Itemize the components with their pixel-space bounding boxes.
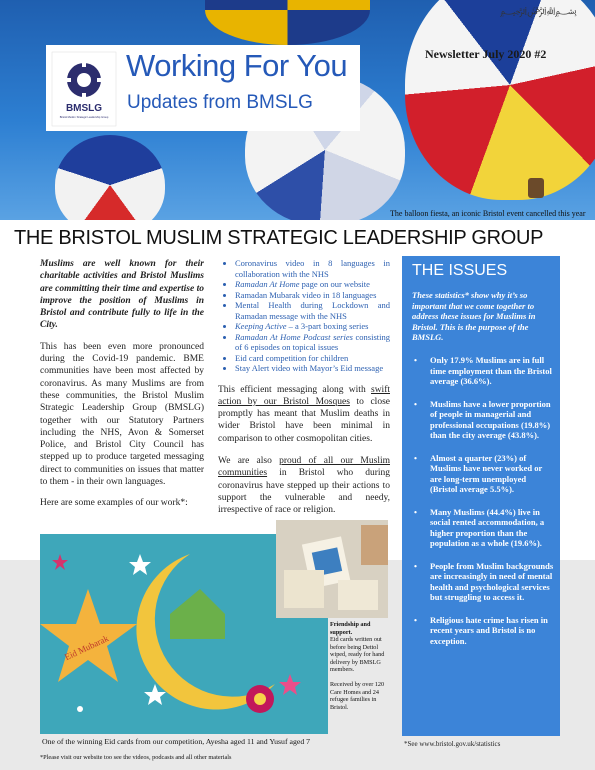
body-paragraph: Here are some examples of our work*:: [40, 498, 188, 509]
work-examples-list: [218, 258, 390, 374]
footnote: *Please visit our website too see the videos, podcasts and all other materials: [40, 754, 232, 761]
list-item: • Mental Health during Lockdown and Ramadan message with the NHS: [235, 300, 390, 321]
newsletter-subtitle: Updates from BMSLG: [127, 92, 313, 113]
list-item: • Coronavirus video in 8 languages in collaboration with the NHS: [235, 258, 390, 279]
intro-paragraph: Muslims are well known for their charitable activities and Bristol Muslims are committing their time and expertise to improve the position of Muslims in Bristol and contribute fully to life in the City.: [40, 259, 204, 331]
issue-item: • Only 17.9% Muslims are in full time employment than the Bristol average (36.6%).: [412, 355, 554, 387]
caption-title: Friendship and support.: [330, 621, 371, 636]
page-heading: THE BRISTOL MUSLIM STRATEGIC LEADERSHIP GROUP: [14, 227, 544, 249]
issue-item: • People from Muslim backgrounds are increasingly in need of mental health and psychological services but struggling to access it.: [412, 561, 554, 603]
eid-mubarak-text: Eid Mubarak: [63, 633, 111, 663]
list-item: • Eid card competition for children: [235, 353, 390, 364]
logo-subtext: Bristol Muslim Strategic Leadership Group: [59, 116, 109, 119]
balloon-image: [405, 0, 595, 200]
issue-item: • Almost a quarter (23%) of Muslims have never worked or are long-term unemployed (Bristol average 5.5%).: [412, 453, 554, 495]
body-paragraph: We are also proud of all our Muslim communities in Bristol who during coronavirus have stepped up their actions to support the vulnerable and needy, irrespective of race or religion.: [218, 455, 390, 516]
balloon-image: [55, 135, 165, 220]
bismillah-calligraphy: ﷽: [500, 6, 577, 17]
underlined-text: proud of all our Muslim communities: [218, 455, 390, 479]
column-left: [40, 258, 204, 519]
list-item: • Ramadan Mubarak video in 18 languages: [235, 290, 390, 301]
issues-intro: These statistics* show why it’s so important that we come together to address these issues for Muslims in Bristol. This is the purpose of the BMSLG.: [412, 290, 536, 342]
newsletter-title: Working For You: [126, 48, 348, 83]
caption-body: Eid cards written out before being Dettol wiped, ready for hand delivery by BMSLG members.: [330, 636, 385, 673]
column-middle: [218, 258, 390, 526]
statistics-source: *See www.bristol.gov.uk/statistics: [404, 740, 501, 748]
photo-bottom-caption: One of the winning Eid cards from our competition, Ayesha aged 11 and Yusuf aged 7: [42, 737, 311, 746]
eid-cards-photo: [276, 520, 388, 618]
issues-title: THE ISSUES: [412, 262, 508, 279]
issue-item: • Muslims have a lower proportion of people in managerial and professional occupations (19.8%) than the city average (43.8%).: [412, 399, 554, 441]
balloon-basket: [528, 178, 544, 198]
logo-text: BMSLG: [65, 103, 103, 114]
issue-label: Newsletter July 2020 #2: [425, 47, 547, 61]
body-paragraph: This efficient messaging along with swift action by our Bristol Mosques to close promptly has meant that Muslim deaths in wider Bristol have been minimal in comparison to other cosmopolitan cities.: [218, 384, 390, 444]
issue-item: • Many Muslims (44.4%) live in social rented accommodation, a higher proportion than the population as a whole (19.6%).: [412, 507, 554, 549]
bmslg-logo: [48, 50, 120, 128]
caption-extra: Received by over 120 Care Homes and 24 refugee families in Bristol.: [330, 681, 385, 711]
issue-item: • Religious hate crime has risen in recent years and Bristol is no exception.: [412, 615, 554, 647]
list-item: • Stay Alert video with Mayor’s Eid message: [235, 363, 390, 374]
underlined-text: swift action by our Bristol Mosques: [218, 384, 390, 407]
list-item: • Ramadan At Home page on our website: [235, 279, 390, 290]
list-item: • Keeping Active – a 3-part boxing series: [235, 321, 390, 332]
photo-side-caption: [330, 621, 392, 711]
banner-caption: The balloon fiesta, an iconic Bristol event cancelled this year: [390, 209, 586, 218]
body-paragraph: This has been even more pronounced during the Covid-19 pandemic. BME communities have been most affected by coronavirus. As many Muslims are from these communities, the Bristol Muslim Strategic Leadership Group (BMSLG) together with our Statutory Partners including the NHS, Avon & Somerset Police, and Bristol City Council has stepped up to produce targeted messaging direct to communities on issues that matter to them - in their own languages.: [40, 341, 204, 488]
balloon-image: [205, 0, 370, 45]
issues-list: [412, 355, 554, 658]
list-item: • Ramadan At Home Podcast series consisting of 6 episodes on topical issues: [235, 332, 390, 353]
